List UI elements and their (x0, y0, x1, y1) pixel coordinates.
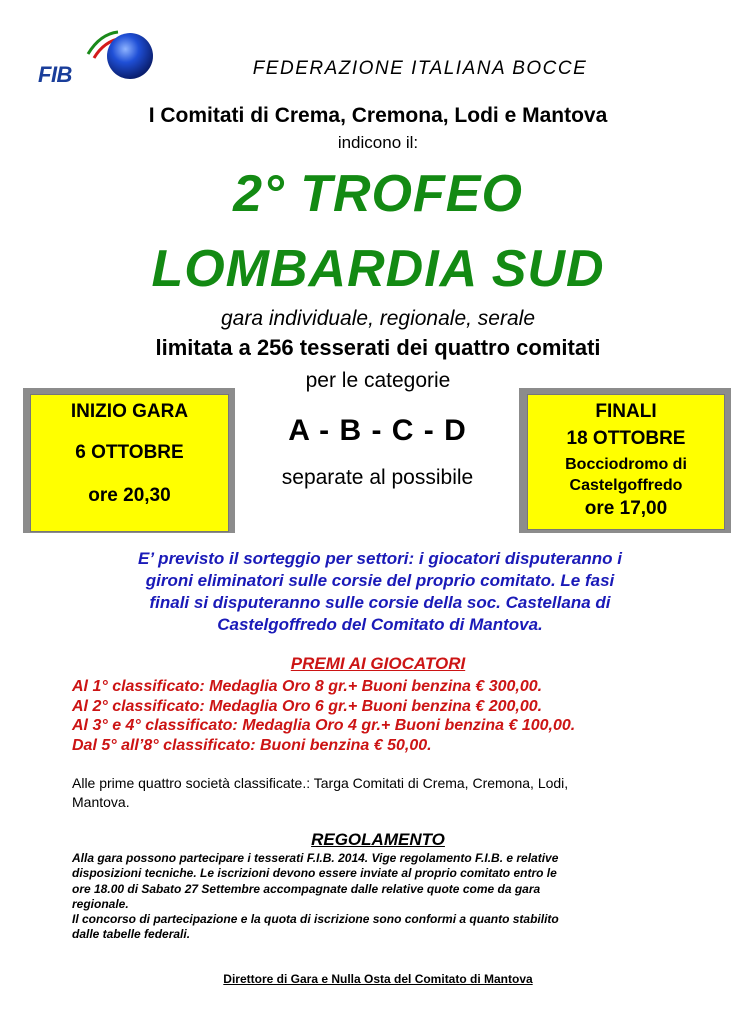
start-time: ore 20,30 (88, 485, 171, 506)
finals-venue-line-1: Bocciodromo di (565, 456, 687, 473)
announce-text: indicono il: (337, 133, 419, 152)
prize-item: Al 3° e 4° classificato: Medaglia Oro 4 gr.+ Buoni benzina € 100,00. (72, 717, 576, 734)
rules-line: regionale. (72, 896, 129, 911)
rules-paragraph (72, 851, 692, 943)
title-line-1: 2° TROFEO (233, 165, 523, 223)
rules-line: Il concorso di partecipazione e la quota di iscrizione sono conformi a quanto stabilito (72, 912, 559, 927)
draw-info-line: E’ previsto il sorteggio per settori: i giocatori disputeranno i (138, 549, 622, 568)
club-prizes-line: Mantova. (72, 794, 130, 810)
club-prizes (72, 774, 692, 812)
draw-info-paragraph (75, 548, 685, 636)
categories-label: per le categorie (305, 369, 451, 392)
participation-limit: limitata a 256 tesserati dei quattro comitati (155, 335, 601, 360)
finals-label: FINALI (595, 401, 657, 422)
draw-info-line: gironi eliminatori sulle corsie del proprio comitato. Le fasi (145, 571, 615, 590)
draw-info-line: finali si disputeranno sulle corsie della soc. Castellana di (149, 593, 611, 612)
category-list: A - B - C - D (288, 414, 467, 447)
start-label: INIZIO GARA (70, 401, 189, 422)
start-box (30, 394, 229, 532)
category-note: separate al possibile (281, 466, 474, 489)
committees-heading: I Comitati di Crema, Cremona, Lodi e Mantova (148, 104, 608, 127)
prize-item: Al 2° classificato: Medaglia Oro 6 gr.+ Buoni benzina € 200,00. (72, 697, 543, 715)
rules-line: dalle tabelle federali. (72, 927, 191, 942)
federation-name: FEDERAZIONE ITALIANA BOCCE (252, 58, 588, 79)
finals-venue-line-2: Castelgoffredo (569, 477, 683, 494)
prizes-list (72, 677, 732, 755)
fib-logo (38, 26, 158, 96)
finals-time: ore 17,00 (584, 498, 668, 519)
rules-line: disposizioni tecniche. Le iscrizioni devono essere inviate al proprio comitato entro le (72, 866, 557, 881)
prize-item: Dal 5° all’8° classificato: Buoni benzina € 50,00. (72, 736, 432, 754)
prize-item: Al 1° classificato: Medaglia Oro 8 gr.+ Buoni benzina € 300,00. (72, 678, 543, 695)
start-date: 6 OTTOBRE (75, 442, 184, 463)
finals-box (527, 394, 725, 530)
rules-line: ore 18.00 di Sabato 27 Settembre accompagnate dalle relative quote come da gara (72, 881, 541, 896)
draw-info-line: Castelgoffredo del Comitato di Mantova. (217, 615, 543, 634)
competition-type: gara individuale, regionale, serale (220, 307, 536, 330)
title-line-2: LOMBARDIA SUD (151, 240, 605, 298)
prizes-title: PREMI AI GIOCATORI (290, 654, 466, 673)
rules-title: REGOLAMENTO (311, 830, 445, 849)
club-prizes-line: Alle prime quattro società classificate.: Targa Comitati di Crema, Cremona, Lodi, (72, 775, 569, 791)
fib-logo-text: FIB (38, 62, 72, 87)
director-footer: Direttore di Gara e Nulla Osta del Comitato di Mantova (223, 972, 533, 986)
finals-date: 18 OTTOBRE (566, 428, 686, 449)
rules-line: Alla gara possono partecipare i tesserati F.I.B. 2014. Vige regolamento F.I.B. e relative (72, 851, 559, 865)
